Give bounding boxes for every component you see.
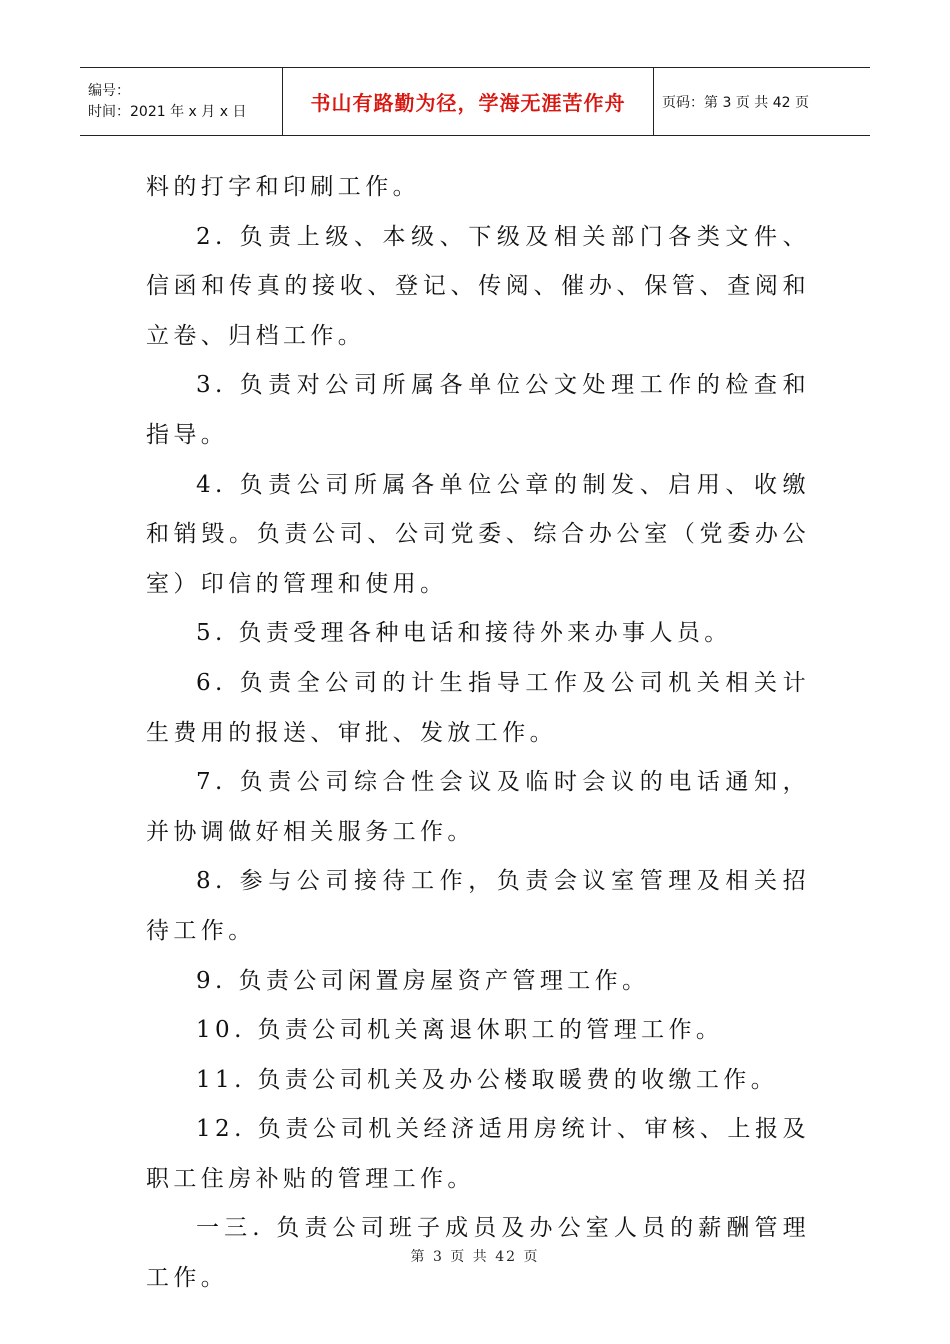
header-page-cell xyxy=(654,68,870,135)
document-header xyxy=(80,67,870,136)
paragraph-item-13: 一三. 负责公司班子成员及办公室人员的薪酬管理工作。 xyxy=(146,1215,810,1292)
paragraph-item-7: 7. 负责公司综合性会议及临时会议的电话通知，并协调做好相关服务工作。 xyxy=(146,769,810,845)
header-meta xyxy=(80,68,282,135)
paragraph-item-4: 4. 负责公司所属各单位公章的制发、启用、收缴和销毁。负责公司、公司党委、综合办公室（党委办公室）印信的管理和使用。 xyxy=(146,471,810,597)
paragraph-item-5: 5. 负责受理各种电话和接待外来办事人员。 xyxy=(196,620,732,647)
document-number-label: 编号： xyxy=(88,82,130,99)
paragraph-continuation: 料的打字和印刷工作。 xyxy=(146,174,420,200)
document-body xyxy=(146,163,810,1304)
paragraph-item-8: 8. 参与公司接待工作，负责会议室管理及相关招待工作。 xyxy=(146,868,810,944)
paragraph-item-6: 6. 负责全公司的计生指导工作及公司机关相关计生费用的报送、审批、发放工作。 xyxy=(146,669,810,746)
page-footer: 第 3 页 共 42 页 xyxy=(410,1249,540,1265)
header-motto: 书山有路勤为径，学海无涯苦作舟 xyxy=(310,91,626,115)
header-page-info: 页码：第 3 页 共 42 页 xyxy=(662,94,809,111)
paragraph-item-10: 10. 负责公司机关离退休职工的管理工作。 xyxy=(196,1017,724,1044)
header-motto-cell xyxy=(282,68,654,135)
paragraph-item-12: 12. 负责公司机关经济适用房统计、审核、上报及职工住房补贴的管理工作。 xyxy=(146,1116,810,1192)
document-date: 时间：2021 年 x 月 x 日 xyxy=(88,103,247,120)
paragraph-item-3: 3. 负责对公司所属各单位公文处理工作的检查和指导。 xyxy=(146,372,810,448)
paragraph-item-2: 2. 负责上级、本级、下级及相关部门各类文件、信函和传真的接收、登记、传阅、催办、保管、查阅和立卷、归档工作。 xyxy=(146,223,810,349)
paragraph-item-9: 9. 负责公司闲置房屋资产管理工作。 xyxy=(196,967,650,994)
paragraph-item-11: 11. 负责公司机关及办公楼取暖费的收缴工作。 xyxy=(196,1066,779,1093)
